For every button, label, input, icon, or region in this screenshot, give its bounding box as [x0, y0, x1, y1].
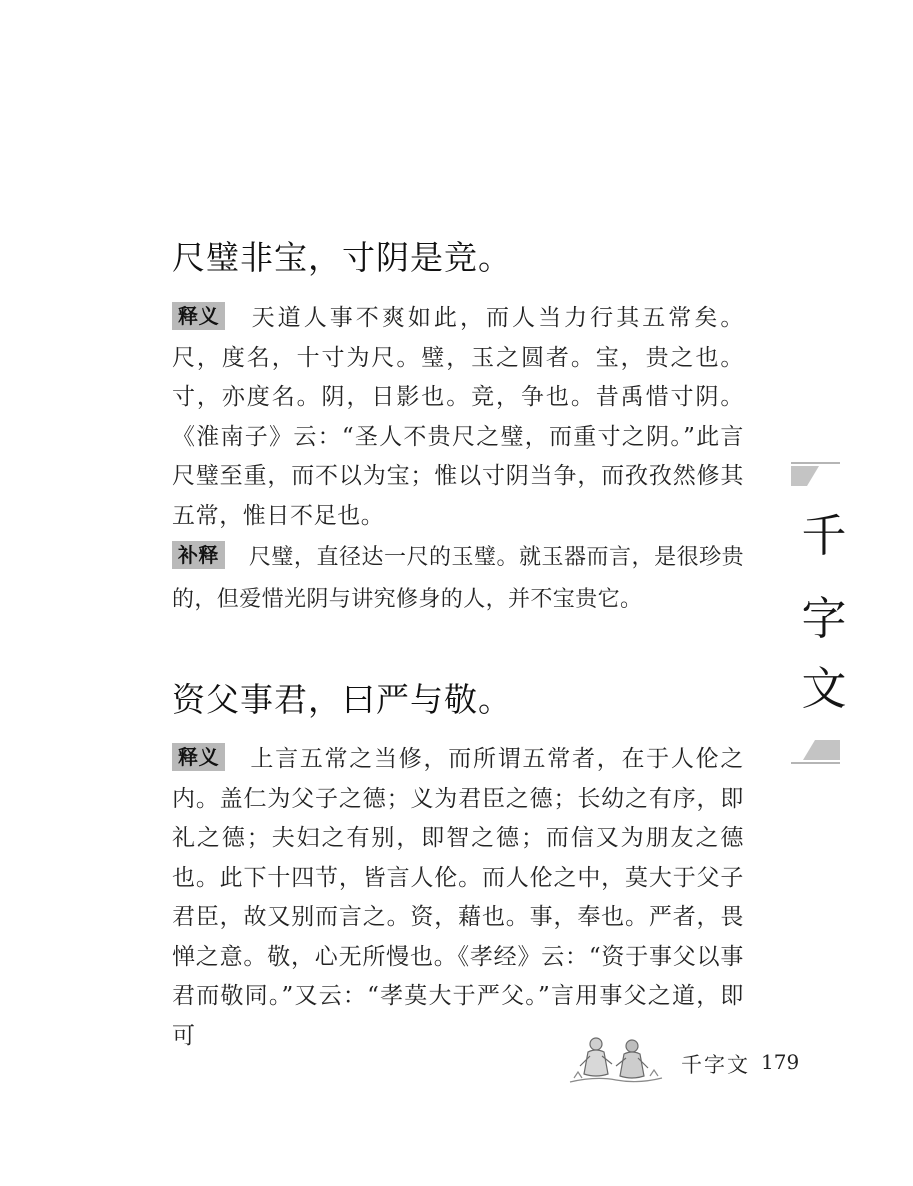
- side-title-char: 文: [801, 662, 847, 715]
- side-title-char: 千: [801, 509, 847, 562]
- shiyi-label: 释义: [172, 743, 225, 771]
- shiyi-text: 天道人事不爽如此，而人当力行其五常矣。尺，度名，十寸为尺。璧，玉之圆者。宝，贵之也。寸，亦度名。阴，日影也。竞，争也。昔禹惜寸阴。《淮南子》云：“圣人不贵尺之璧，而重寸之阴。”此言尺璧至重，而不以为宝；惟以寸阴当争，而孜孜然修其五常，惟日不足也。: [172, 305, 744, 529]
- side-bracket-top: [791, 462, 840, 488]
- verse-heading-1: 尺璧非宝，寸阴是竞。: [172, 238, 512, 277]
- bushi-text: 尺璧，直径达一尺的玉璧。就玉器而言，是很珍贵的，但爱惜光阴与讲究修身的人，并不宝贵它。: [172, 545, 744, 612]
- shiyi-paragraph-1: [172, 299, 744, 536]
- verse-heading-2: 资父事君，曰严与敬。: [172, 680, 512, 719]
- shiyi-text: 上言五常之当修，而所谓五常者，在于人伦之内。盖仁为父子之德；义为君臣之德；长幼之有序，即礼之德；夫妇之有别，即智之德；而信又为朋友之德也。此下十四节，皆言人伦。而人伦之中，莫大于父子君臣，故又别而言之。资，藉也。事，奉也。严者，畏惮之意。敬，心无所慢也。《孝经》云：“资于事父以事君而敬同。”又云：“孝莫大于严父。”言用事父之道，即可: [172, 746, 744, 1049]
- bushi-label: 补释: [172, 541, 225, 569]
- shiyi-paragraph-2: [172, 740, 744, 1056]
- shiyi-label: 释义: [172, 302, 225, 330]
- bushi-paragraph-1: [172, 537, 744, 621]
- page-number: 179: [761, 1050, 800, 1074]
- side-bracket-bottom: [791, 740, 840, 766]
- footer-book-title: 千字文: [681, 1053, 750, 1077]
- side-title-char: 字: [801, 592, 847, 645]
- footer-illustration: [566, 1026, 666, 1086]
